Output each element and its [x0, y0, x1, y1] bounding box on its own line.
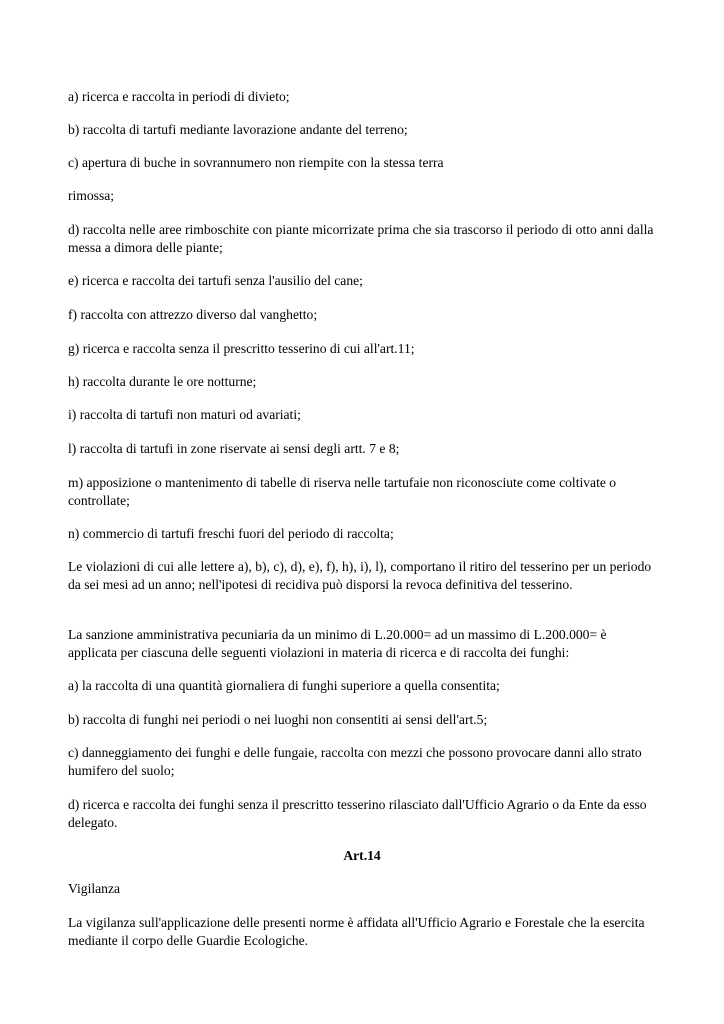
paragraph-sanction-intro: La sanzione amministrativa pecuniaria da un minimo di L.20.000= ad un massimo di L.200.000= è applicata per ciascuna delle seguenti violazioni in materia di ricerca e di raccolta dei funghi:: [68, 627, 607, 660]
paragraph-item-b: b) raccolta di tartufi mediante lavorazione andante del terreno;: [68, 122, 408, 137]
paragraph-item-l: l) raccolta di tartufi in zone riservate ai sensi degli artt. 7 e 8;: [68, 441, 400, 456]
paragraph-item-h: h) raccolta durante le ore notturne;: [68, 374, 257, 389]
article-title: Vigilanza: [68, 881, 121, 896]
paragraph-item-e: e) ricerca e raccolta dei tartufi senza l'ausilio del cane;: [68, 273, 363, 288]
paragraph-funghi-c: c) danneggiamento dei funghi e delle fungaie, raccolta con mezzi che possono provocare danni allo strato humifero del suolo;: [68, 745, 642, 778]
paragraph-item-f: f) raccolta con attrezzo diverso dal vanghetto;: [68, 307, 318, 322]
article-body: La vigilanza sull'applicazione delle presenti norme è affidata all'Ufficio Agrario e Forestale che la esercita mediante il corpo delle Guardie Ecologiche.: [68, 915, 645, 948]
paragraph-violations-note: Le violazioni di cui alle lettere a), b), c), d), e), f), h), i), l), comportano il ritiro del tesserino per un periodo da sei mesi ad un anno; nell'ipotesi di recidiva può disporsi la revoca definitiva del tesserino.: [68, 559, 652, 592]
paragraph-item-c: c) apertura di buche in sovrannumero non riempite con la stessa terra: [68, 155, 444, 170]
paragraph-item-d: d) raccolta nelle aree rimboschite con piante micorrizate prima che sia trascorso il periodo di otto anni dalla messa a dimora delle piante;: [68, 222, 654, 255]
paragraph-item-a: a) ricerca e raccolta in periodi di divieto;: [68, 89, 290, 104]
paragraph-funghi-a: a) la raccolta di una quantità giornaliera di funghi superiore a quella consentita;: [68, 678, 500, 693]
paragraph-funghi-d: d) ricerca e raccolta dei funghi senza il prescritto tesserino rilasciato dall'Ufficio Agrario o da Ente da esso delegato.: [68, 797, 647, 830]
paragraph-item-n: n) commercio di tartufi freschi fuori del periodo di raccolta;: [68, 526, 394, 541]
paragraph-item-c-continued: rimossa;: [68, 188, 115, 203]
paragraph-item-g: g) ricerca e raccolta senza il prescritto tesserino di cui all'art.11;: [68, 341, 415, 356]
article-heading: Art.14: [343, 848, 381, 863]
paragraph-item-m: m) apposizione o mantenimento di tabelle di riserva nelle tartufaie non riconosciute come coltivate o controllate;: [68, 475, 617, 508]
paragraph-item-i: i) raccolta di tartufi non maturi od avariati;: [68, 407, 301, 422]
paragraph-funghi-b: b) raccolta di funghi nei periodi o nei luoghi non consentiti ai sensi dell'art.5;: [68, 712, 488, 727]
